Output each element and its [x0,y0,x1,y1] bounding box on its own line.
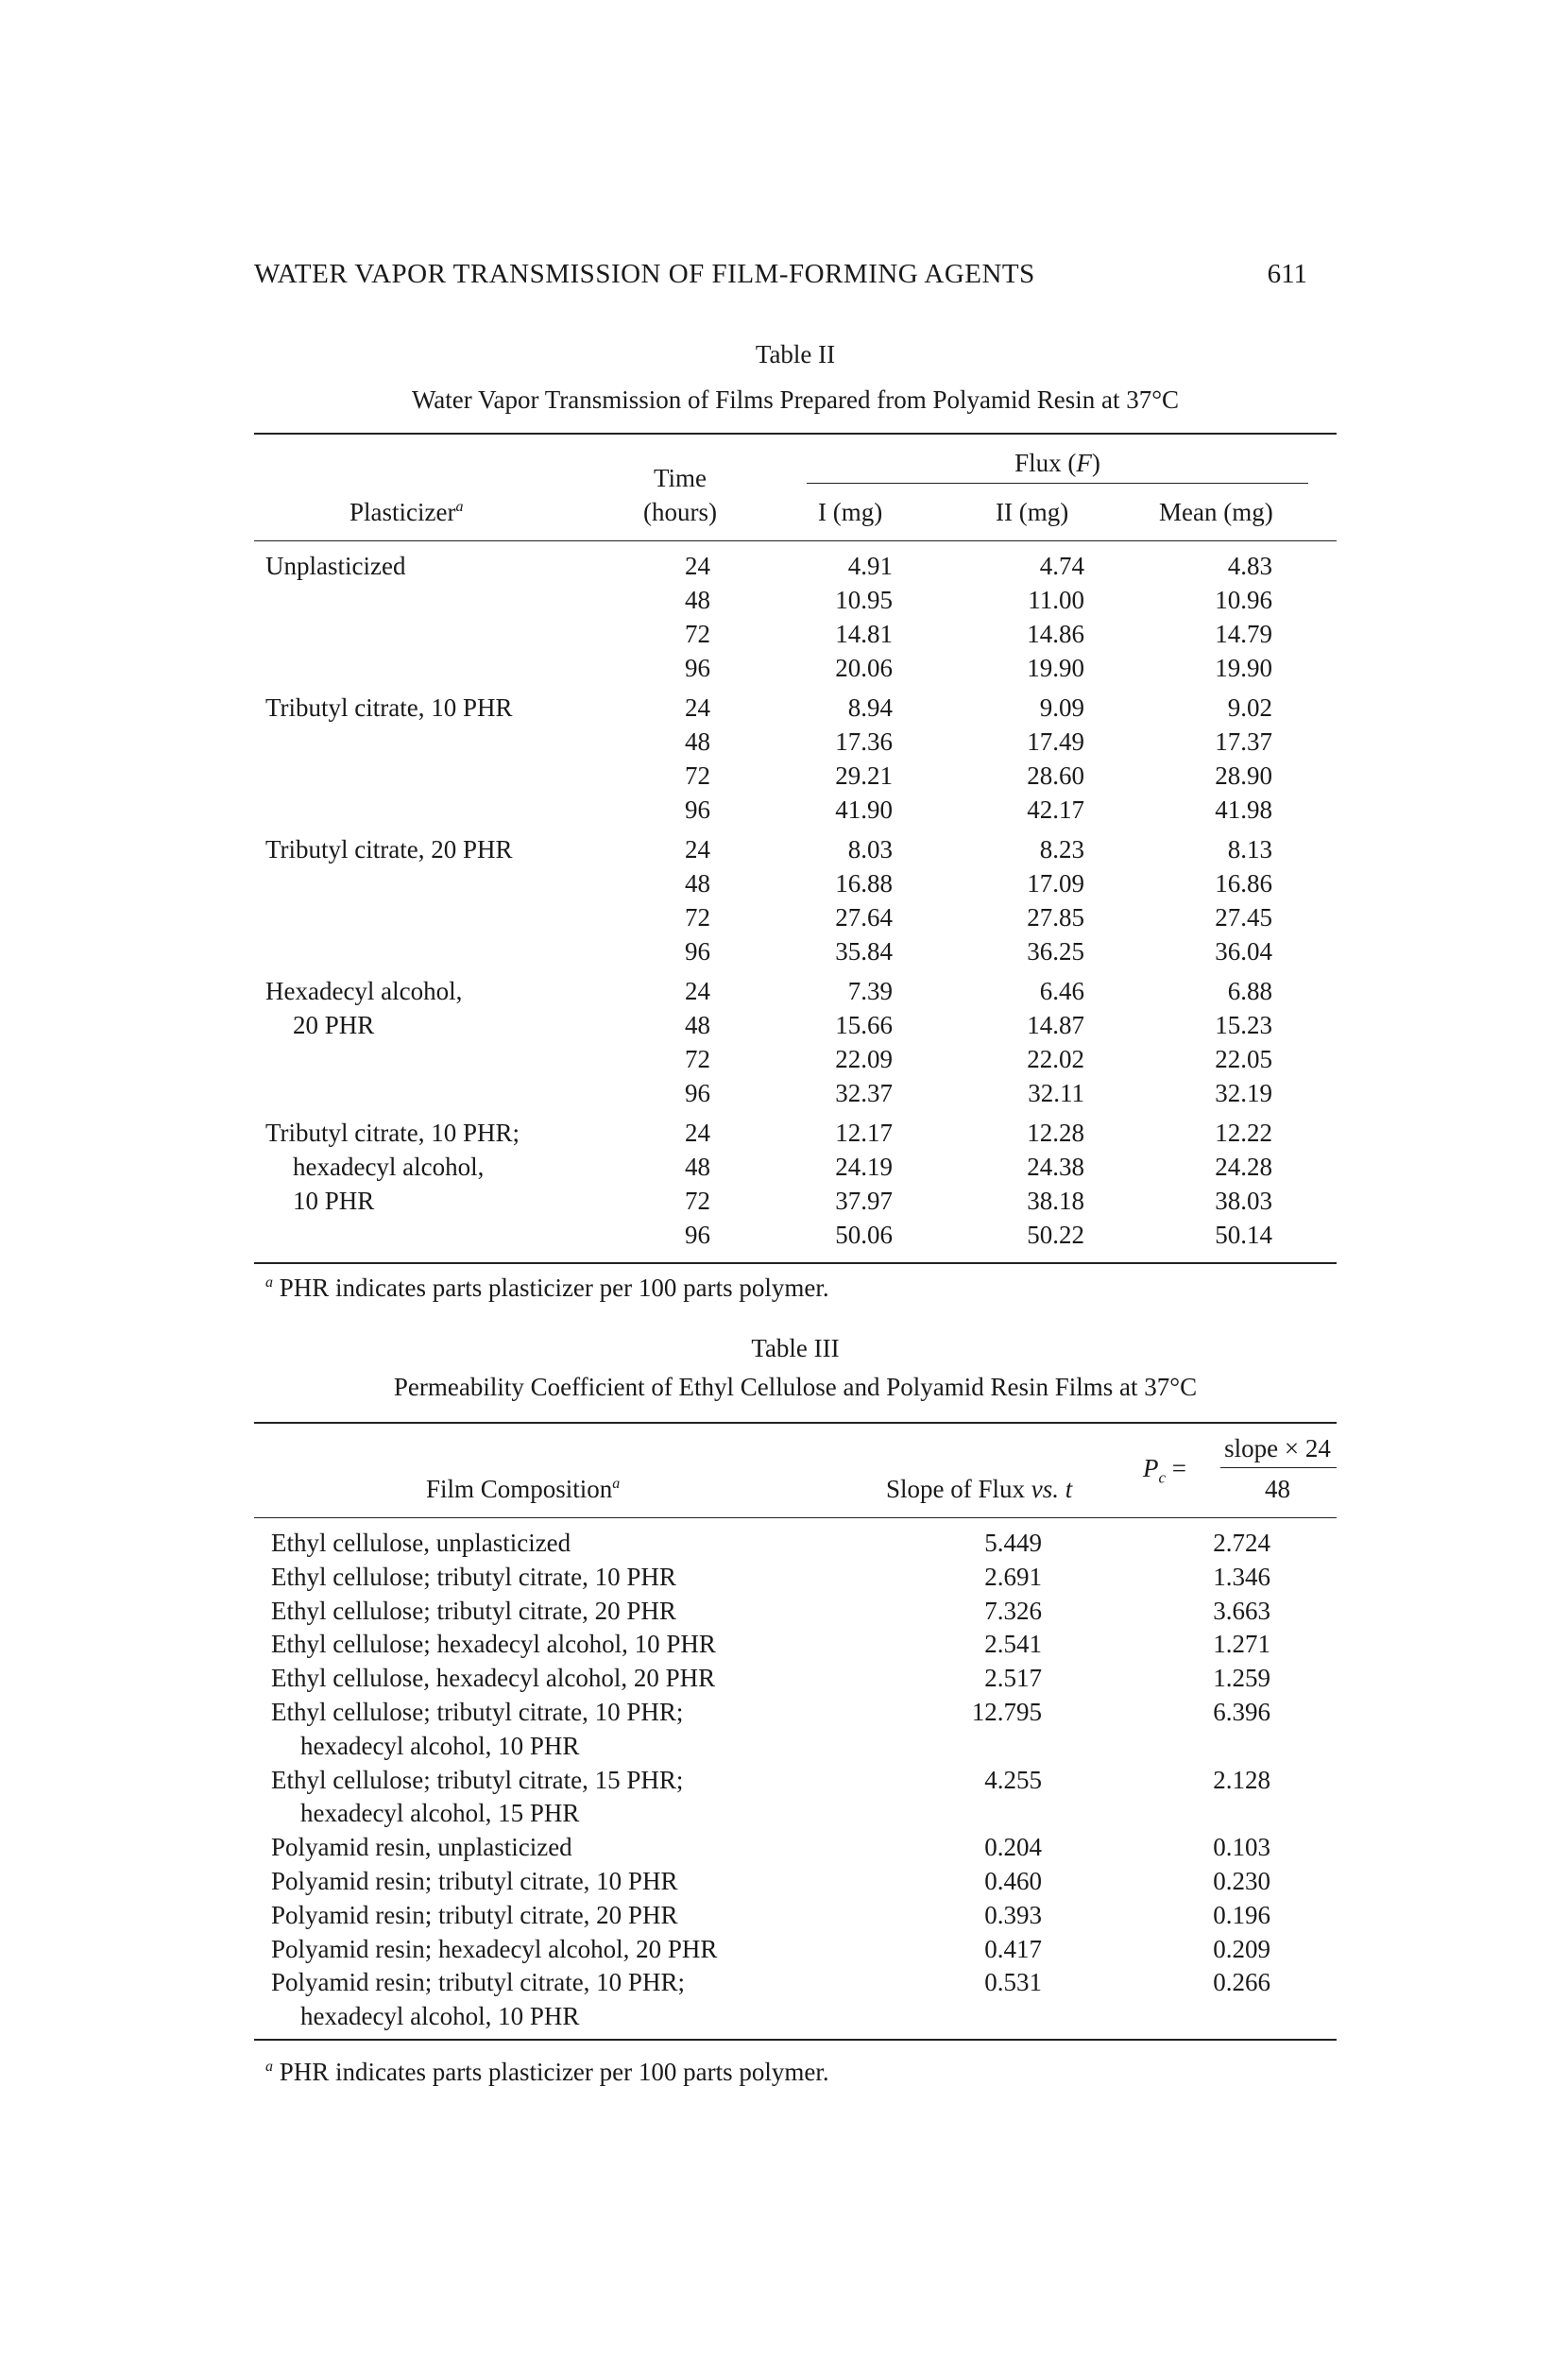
film-composition-cell: Ethyl cellulose, unplasticized [271,1529,571,1557]
col-header-mean: Mean (mg) [1159,498,1273,526]
flux-header: Flux (F) [1014,449,1100,477]
flux-mean-cell: 4.83 [1227,552,1272,580]
plasticizer-header: Plasticizer$^a$ [349,498,464,526]
slope-cell: 0.204 [984,1833,1042,1862]
plasticizer-label: Tributyl citrate, 10 PHR [265,693,513,723]
time-cell: 48 [685,1011,710,1040]
flux-i-cell: 17.36 [835,727,893,756]
flux-ii-cell: 12.28 [1027,1119,1084,1148]
time-cell: 96 [685,653,710,682]
flux-mean-cell: 27.45 [1215,903,1272,932]
pc-cell: 1.346 [1213,1562,1270,1591]
flux-mean-cell: 22.05 [1215,1045,1272,1074]
flux-i-cell: 35.84 [835,936,893,966]
slope-cell: 0.417 [984,1934,1042,1963]
pc-cell: 1.271 [1213,1630,1270,1659]
table-3-footnote: $^a$ PHR indicates parts plasticizer per 100 parts polymer. [265,2058,829,2086]
pc-cell: 6.396 [1213,1698,1270,1726]
flux-ii-cell: 42.17 [1027,795,1084,824]
pc-formula-symbol: $P_c$ = [1143,1454,1187,1487]
film-composition-cell: Polyamid resin; hexadecyl alcohol, 20 PHR [271,1934,718,1963]
flux-mean-cell: 6.88 [1227,977,1272,1006]
film-composition-cell: Polyamid resin; tributyl citrate, 10 PHR; [271,1968,685,1997]
film-composition-cell: Polyamid resin; tributyl citrate, 10 PHR [271,1867,678,1895]
slope-cell: 4.255 [984,1765,1042,1794]
slope-cell: 2.691 [984,1562,1042,1591]
pc-formula-numerator: slope × 24 [1224,1434,1331,1462]
flux-i-cell: 41.90 [835,795,893,824]
flux-i-cell: 22.09 [835,1045,893,1074]
pc-cell: 2.724 [1213,1529,1270,1557]
pc-cell: 0.230 [1213,1867,1270,1895]
flux-i-cell: 32.37 [835,1079,893,1107]
time-cell: 24 [685,552,710,580]
slope-cell: 0.393 [984,1900,1042,1929]
flux-i-cell: 20.06 [835,653,893,682]
film-composition-cell: Ethyl cellulose; tributyl citrate, 10 PHR; [271,1698,684,1726]
plasticizer-label: Tributyl citrate, 10 PHR; [265,1119,520,1148]
pc-cell: 3.663 [1213,1596,1270,1625]
flux-mean-cell: 28.90 [1215,761,1272,790]
flux-i-cell: 8.03 [847,835,893,864]
flux-ii-cell: 28.60 [1027,761,1084,790]
time-cell: 72 [685,1045,710,1074]
flux-ii-cell: 38.18 [1027,1187,1084,1216]
flux-mean-cell: 10.96 [1215,585,1272,614]
slope-cell: 2.541 [984,1630,1042,1659]
time-cell: 48 [685,585,710,614]
film-composition-cell: Ethyl cellulose, hexadecyl alcohol, 20 PHR [271,1664,716,1693]
flux-i-cell: 15.66 [835,1011,893,1040]
film-composition-cell: hexadecyl alcohol, 10 PHR [300,2002,580,2031]
pc-cell: 2.128 [1213,1765,1270,1794]
table-2-footnote: $^a$ PHR indicates parts plasticizer per 100 parts polymer. [265,1274,829,1302]
plasticizer-label: 10 PHR [293,1187,375,1216]
table-2-bottom-rule [254,1262,1337,1264]
table-3-bottom-rule [254,2039,1337,2041]
flux-i-cell: 29.21 [835,761,893,790]
time-cell: 72 [685,619,710,648]
table-3-top-rule [254,1422,1337,1424]
time-cell: 24 [685,693,710,723]
film-composition-cell: Ethyl cellulose; hexadecyl alcohol, 10 PHR [271,1630,716,1659]
flux-ii-cell: 27.85 [1027,903,1084,932]
time-cell: 96 [685,1221,710,1250]
pc-formula-fraction-bar [1220,1467,1337,1468]
time-cell: 24 [685,835,710,864]
flux-i-cell: 37.97 [835,1187,893,1216]
film-composition-cell: Ethyl cellulose; tributyl citrate, 20 PHR [271,1596,676,1625]
flux-ii-cell: 22.02 [1027,1045,1084,1074]
flux-i-cell: 10.95 [835,585,893,614]
time-header-line1: Time [653,464,707,492]
table-3-header-rule [254,1517,1337,1518]
time-cell: 72 [685,1187,710,1216]
flux-ii-cell: 9.09 [1039,693,1084,723]
flux-i-cell: 8.94 [847,693,893,723]
pc-cell: 0.209 [1213,1934,1270,1963]
flux-ii-cell: 17.49 [1027,727,1084,756]
plasticizer-label: hexadecyl alcohol, [293,1153,485,1182]
slope-cell: 5.449 [984,1529,1042,1557]
pc-cell: 0.103 [1213,1833,1270,1862]
slope-cell: 2.517 [984,1664,1042,1693]
flux-mean-cell: 15.23 [1215,1011,1272,1040]
time-cell: 96 [685,795,710,824]
flux-mean-cell: 12.22 [1215,1119,1272,1148]
slope-cell: 12.795 [971,1698,1042,1726]
plasticizer-label: 20 PHR [293,1011,375,1040]
flux-mean-cell: 41.98 [1215,795,1272,824]
flux-ii-cell: 32.11 [1028,1079,1084,1107]
running-header-title: WATER VAPOR TRANSMISSION OF FILM-FORMING AGENTS [254,259,1035,289]
slope-cell: 7.326 [984,1596,1042,1625]
table-2-header-rule [254,540,1337,541]
film-composition-cell: hexadecyl alcohol, 10 PHR [300,1731,580,1760]
flux-i-cell: 7.39 [847,977,893,1006]
table-2-caption: Water Vapor Transmission of Films Prepared from Polyamid Resin at 37°C [411,385,1180,414]
slope-cell: 0.531 [984,1968,1042,1997]
flux-mean-cell: 38.03 [1215,1187,1272,1216]
flux-i-cell: 12.17 [835,1119,893,1148]
col-header-i: I (mg) [818,498,883,526]
table-2-label: Table II [755,340,836,368]
page-number: 611 [1267,259,1307,289]
flux-mean-cell: 16.86 [1215,869,1272,898]
time-cell: 72 [685,761,710,790]
flux-header-rule [807,483,1308,484]
pc-cell: 0.266 [1213,1968,1270,1997]
table-3-caption: Permeability Coefficient of Ethyl Cellulose and Polyamid Resin Films at 37°C [393,1373,1198,1401]
flux-i-cell: 24.19 [835,1153,893,1182]
film-composition-cell: Polyamid resin, unplasticized [271,1833,572,1862]
flux-ii-cell: 14.87 [1027,1011,1084,1040]
film-composition-cell: Ethyl cellulose; tributyl citrate, 15 PHR; [271,1765,684,1794]
table-3-label: Table III [751,1334,840,1362]
flux-mean-cell: 19.90 [1215,653,1272,682]
time-cell: 48 [685,727,710,756]
flux-ii-cell: 14.86 [1027,619,1084,648]
plasticizer-label: Unplasticized [265,552,406,580]
flux-ii-cell: 11.00 [1028,585,1084,614]
time-cell: 72 [685,903,710,932]
flux-i-cell: 14.81 [835,619,893,648]
flux-ii-cell: 19.90 [1027,653,1084,682]
flux-i-cell: 16.88 [835,869,893,898]
flux-mean-cell: 14.79 [1215,619,1272,648]
film-composition-cell: Polyamid resin; tributyl citrate, 20 PHR [271,1900,678,1929]
flux-ii-cell: 8.23 [1039,835,1084,864]
plasticizer-label: Tributyl citrate, 20 PHR [265,835,513,864]
flux-mean-cell: 9.02 [1227,693,1272,723]
flux-i-cell: 50.06 [835,1221,893,1250]
composition-header: Film Composition$^a$ [426,1475,621,1503]
film-composition-cell: hexadecyl alcohol, 15 PHR [300,1799,580,1828]
time-cell: 48 [685,869,710,898]
time-cell: 24 [685,977,710,1006]
table-2-top-rule [254,433,1337,435]
pc-cell: 0.196 [1213,1900,1270,1929]
pc-formula-denominator: 48 [1265,1475,1290,1503]
flux-ii-cell: 17.09 [1027,869,1084,898]
flux-ii-cell: 6.46 [1039,977,1084,1006]
flux-mean-cell: 8.13 [1227,835,1272,864]
pc-cell: 1.259 [1213,1664,1270,1693]
slope-header: Slope of Flux vs. t [886,1475,1073,1503]
time-cell: 24 [685,1119,710,1148]
time-cell: 48 [685,1153,710,1182]
time-header-line2: (hours) [643,498,717,526]
time-cell: 96 [685,1079,710,1107]
flux-ii-cell: 24.38 [1027,1153,1084,1182]
plasticizer-label: Hexadecyl alcohol, [265,977,463,1006]
flux-mean-cell: 32.19 [1215,1079,1272,1107]
flux-i-cell: 27.64 [835,903,893,932]
flux-mean-cell: 50.14 [1215,1221,1272,1250]
col-header-ii: II (mg) [996,498,1069,526]
film-composition-cell: Ethyl cellulose; tributyl citrate, 10 PHR [271,1562,676,1591]
flux-mean-cell: 36.04 [1215,936,1272,966]
flux-ii-cell: 4.74 [1039,552,1084,580]
flux-i-cell: 4.91 [847,552,893,580]
flux-mean-cell: 17.37 [1215,727,1272,756]
flux-ii-cell: 50.22 [1027,1221,1084,1250]
flux-ii-cell: 36.25 [1027,936,1084,966]
time-cell: 96 [685,936,710,966]
flux-mean-cell: 24.28 [1215,1153,1272,1182]
slope-cell: 0.460 [984,1867,1042,1895]
